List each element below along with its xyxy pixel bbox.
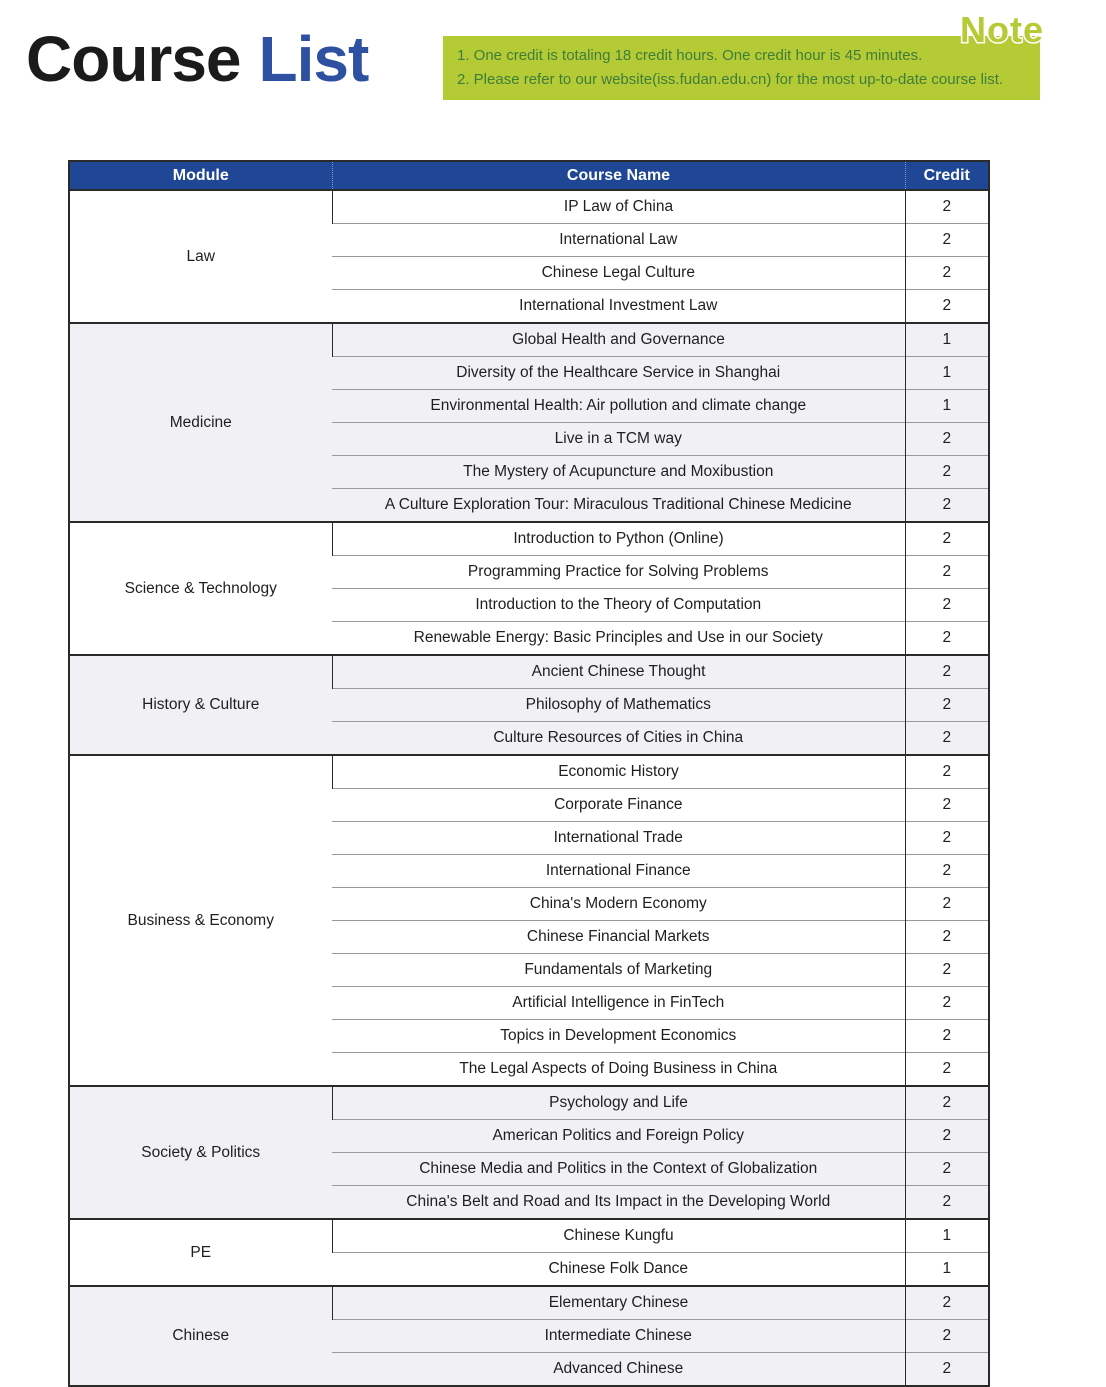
module-cell: Medicine <box>69 323 332 522</box>
course-table-body <box>69 190 989 1386</box>
course-name-cell: Economic History <box>332 755 905 789</box>
course-name-cell: Ancient Chinese Thought <box>332 655 905 689</box>
page-title-course: Course <box>26 23 241 95</box>
module-cell: PE <box>69 1219 332 1286</box>
course-name-cell: The Legal Aspects of Doing Business in China <box>332 1053 905 1087</box>
credit-cell: 2 <box>905 1086 989 1120</box>
credit-cell: 2 <box>905 855 989 888</box>
course-name-cell: American Politics and Foreign Policy <box>332 1120 905 1153</box>
credit-cell: 2 <box>905 489 989 523</box>
course-table-wrap <box>68 160 990 1387</box>
credit-cell: 2 <box>905 689 989 722</box>
page-title-list: List <box>258 23 369 95</box>
credit-cell: 1 <box>905 390 989 423</box>
course-name-cell: Philosophy of Mathematics <box>332 689 905 722</box>
course-name-cell: Artificial Intelligence in FinTech <box>332 987 905 1020</box>
course-name-cell: Psychology and Life <box>332 1086 905 1120</box>
course-name-cell: Advanced Chinese <box>332 1353 905 1387</box>
credit-cell: 2 <box>905 1353 989 1387</box>
credit-cell: 2 <box>905 423 989 456</box>
course-name-cell: Chinese Financial Markets <box>332 921 905 954</box>
credit-cell: 2 <box>905 1020 989 1053</box>
credit-cell: 2 <box>905 622 989 656</box>
page-title <box>26 22 368 96</box>
course-name-cell: Renewable Energy: Basic Principles and Use in our Society <box>332 622 905 656</box>
credit-cell: 2 <box>905 888 989 921</box>
credit-cell: 2 <box>905 655 989 689</box>
credit-cell: 2 <box>905 190 989 224</box>
course-name-cell: Introduction to the Theory of Computation <box>332 589 905 622</box>
module-cell: Business & Economy <box>69 755 332 1086</box>
credit-cell: 2 <box>905 1286 989 1320</box>
module-cell: Chinese <box>69 1286 332 1386</box>
credit-cell: 2 <box>905 822 989 855</box>
table-row <box>69 323 989 357</box>
course-name-cell: Live in a TCM way <box>332 423 905 456</box>
course-name-cell: Elementary Chinese <box>332 1286 905 1320</box>
credit-cell: 2 <box>905 755 989 789</box>
credit-cell: 1 <box>905 357 989 390</box>
credit-cell: 2 <box>905 556 989 589</box>
table-row <box>69 190 989 224</box>
header-module: Module <box>69 161 332 190</box>
credit-cell: 2 <box>905 1320 989 1353</box>
credit-cell: 2 <box>905 987 989 1020</box>
credit-cell: 2 <box>905 522 989 556</box>
course-name-cell: IP Law of China <box>332 190 905 224</box>
table-row <box>69 1286 989 1320</box>
course-name-cell: Topics in Development Economics <box>332 1020 905 1053</box>
note-badge: Note <box>960 9 1044 50</box>
course-name-cell: Global Health and Governance <box>332 323 905 357</box>
credit-cell: 2 <box>905 1153 989 1186</box>
course-name-cell: China's Belt and Road and Its Impact in the Developing World <box>332 1186 905 1220</box>
course-name-cell: International Investment Law <box>332 290 905 324</box>
course-table-head <box>69 161 989 190</box>
course-name-cell: Environmental Health: Air pollution and climate change <box>332 390 905 423</box>
module-cell: History & Culture <box>69 655 332 755</box>
table-row <box>69 755 989 789</box>
module-cell: Science & Technology <box>69 522 332 655</box>
credit-cell: 2 <box>905 456 989 489</box>
credit-cell: 2 <box>905 921 989 954</box>
credit-cell: 1 <box>905 323 989 357</box>
credit-cell: 2 <box>905 1053 989 1087</box>
course-name-cell: International Trade <box>332 822 905 855</box>
header-credit: Credit <box>905 161 989 190</box>
course-name-cell: Chinese Legal Culture <box>332 257 905 290</box>
course-name-cell: Culture Resources of Cities in China <box>332 722 905 756</box>
table-row <box>69 522 989 556</box>
credit-cell: 2 <box>905 1120 989 1153</box>
module-cell: Law <box>186 247 215 265</box>
course-name-cell: Chinese Kungfu <box>332 1219 905 1253</box>
course-name-cell: The Mystery of Acupuncture and Moxibustion <box>332 456 905 489</box>
course-name-cell: International Finance <box>332 855 905 888</box>
module-cell: Society & Politics <box>69 1086 332 1219</box>
credit-cell: 2 <box>905 224 989 257</box>
header-row <box>69 161 989 190</box>
table-row <box>69 1219 989 1253</box>
credit-cell: 2 <box>905 290 989 324</box>
table-row <box>69 655 989 689</box>
credit-cell: 2 <box>905 589 989 622</box>
course-name-cell: International Law <box>332 224 905 257</box>
course-name-cell: Corporate Finance <box>332 789 905 822</box>
course-name-cell: Programming Practice for Solving Problems <box>332 556 905 589</box>
course-name-cell: Intermediate Chinese <box>332 1320 905 1353</box>
credit-cell: 1 <box>905 1253 989 1287</box>
course-table <box>68 160 990 1387</box>
note-box <box>443 9 1044 100</box>
credit-cell: 2 <box>905 722 989 756</box>
course-name-cell: Introduction to Python (Online) <box>332 522 905 556</box>
note-line-1: 1. One credit is totaling 18 credit hours. One credit hour is 45 minutes. <box>457 47 923 64</box>
credit-cell: 2 <box>905 789 989 822</box>
course-name-cell: Chinese Media and Politics in the Context of Globalization <box>332 1153 905 1186</box>
course-name-cell: Fundamentals of Marketing <box>332 954 905 987</box>
course-name-cell: Chinese Folk Dance <box>332 1253 905 1287</box>
credit-cell: 2 <box>905 257 989 290</box>
table-row <box>69 1086 989 1120</box>
course-name-cell: A Culture Exploration Tour: Miraculous Traditional Chinese Medicine <box>332 489 905 523</box>
note-line-2: 2. Please refer to our website(iss.fudan.edu.cn) for the most up-to-date course list. <box>457 71 1004 88</box>
credit-cell: 2 <box>905 954 989 987</box>
credit-cell: 2 <box>905 1186 989 1220</box>
course-name-cell: Diversity of the Healthcare Service in Shanghai <box>332 357 905 390</box>
course-name-cell: China's Modern Economy <box>332 888 905 921</box>
header-course-name: Course Name <box>332 161 905 190</box>
credit-cell: 1 <box>905 1219 989 1253</box>
